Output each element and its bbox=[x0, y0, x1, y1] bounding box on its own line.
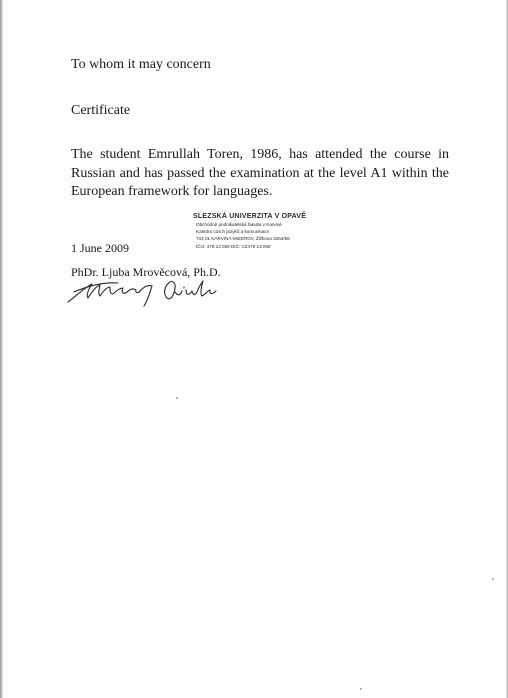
stamp-department: Katedra cizích jazyků a komunikace bbox=[196, 229, 270, 235]
stamp-faculty: Obchodně podnikatelská fakulta v Karviné bbox=[196, 222, 282, 227]
scan-speck bbox=[492, 578, 494, 580]
stamp-university: SLEZSKÁ UNIVERZITA V OPAVĚ bbox=[193, 213, 307, 220]
letter-date: 1 June 2009 bbox=[71, 241, 129, 255]
salutation: To whom it may concern bbox=[71, 57, 211, 72]
stamp-ids: IČO: 478 13 059 DIČ: CZ478 13 059 bbox=[196, 243, 271, 249]
scan-speck bbox=[360, 688, 362, 690]
university-stamp bbox=[193, 212, 313, 250]
stamp-address: 733 01 KARVINÁ-MIZEROV, Žižkova 3364/56 bbox=[196, 236, 290, 242]
signer-name: PhDr. Ljuba Mrověcová, Ph.D. bbox=[71, 265, 221, 279]
certificate-body: The student Emrullah Toren, 1986, has attended the course in Russian and has passed the examination at the level A1 within the European framework for languages. bbox=[71, 147, 449, 199]
handwritten-signature bbox=[66, 274, 236, 310]
document-heading: Certificate bbox=[71, 103, 131, 118]
scan-edge-left bbox=[0, 0, 3, 698]
scan-speck bbox=[176, 397, 178, 399]
